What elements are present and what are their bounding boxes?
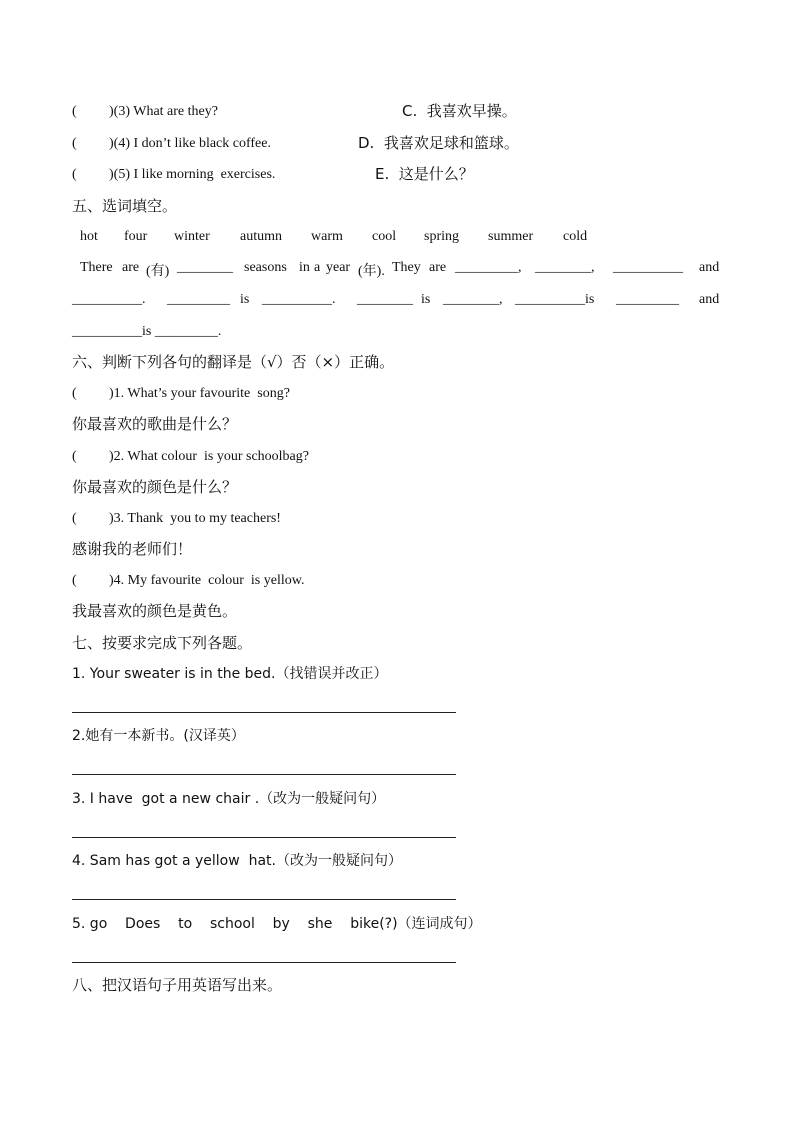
- blank[interactable]: ________: [177, 260, 233, 275]
- word-bank-item: autumn: [240, 229, 282, 244]
- option-text: C. 我喜欢早操。: [402, 102, 517, 120]
- blank[interactable]: ________: [357, 292, 413, 307]
- chinese-translation: 我最喜欢的颜色是黄色。: [72, 602, 238, 620]
- english-sentence: )4. My favourite colour is yellow.: [109, 573, 305, 588]
- blank[interactable]: _________: [616, 292, 679, 307]
- question-text: )(4) I don’t like black coffee.: [109, 136, 271, 151]
- word-bank-item: winter: [174, 229, 210, 244]
- word-bank-item: cool: [372, 229, 397, 244]
- fill-text: They: [392, 260, 421, 275]
- english-sentence: )1. What’s your favourite song?: [109, 386, 290, 401]
- fill-text: are: [122, 260, 140, 275]
- answer-paren-open[interactable]: (: [72, 449, 77, 464]
- blank[interactable]: __________.: [262, 292, 336, 307]
- answer-line[interactable]: [72, 962, 456, 963]
- fill-text: in: [299, 260, 310, 275]
- english-sentence: )3. Thank you to my teachers!: [109, 511, 281, 526]
- word-bank-item: cold: [563, 229, 588, 244]
- answer-paren-open[interactable]: (: [72, 167, 77, 182]
- chinese-translation: 感谢我的老师们！: [72, 540, 193, 558]
- blank[interactable]: __________is: [515, 292, 595, 307]
- fill-line-3[interactable]: __________is _________.: [72, 324, 222, 339]
- answer-line[interactable]: [72, 712, 456, 713]
- fill-text: and: [699, 292, 720, 307]
- fill-text: seasons: [244, 260, 287, 275]
- english-sentence: )2. What colour is your schoolbag?: [109, 449, 309, 464]
- task-1: 1. Your sweater is in the bed.（找错误并改正）: [72, 666, 388, 682]
- question-text: )(3) What are they?: [109, 104, 218, 119]
- fill-line-1: [0, 260, 794, 278]
- answer-line[interactable]: [72, 774, 456, 775]
- answer-paren-open[interactable]: (: [72, 573, 77, 588]
- word-bank-item: hot: [80, 229, 98, 244]
- blank[interactable]: __________.: [72, 292, 146, 307]
- blank[interactable]: _________: [167, 292, 230, 307]
- word-bank-item: summer: [488, 229, 534, 244]
- section-7-heading: 七、按要求完成下列各题。: [72, 634, 253, 652]
- fill-text: and: [699, 260, 720, 275]
- task-4: 4. Sam has got a yellow hat.（改为一般疑问句）: [72, 853, 402, 869]
- fill-text: is: [240, 292, 250, 307]
- chinese-translation: 你最喜欢的颜色是什么？: [72, 478, 238, 496]
- fill-text: is: [421, 292, 431, 307]
- option-text: E. 这是什么？: [375, 165, 474, 183]
- fill-text: a: [314, 260, 321, 275]
- fill-text: (年).: [358, 264, 385, 279]
- task-3: 3. I have got a new chair .（改为一般疑问句）: [72, 791, 386, 807]
- chinese-translation: 你最喜欢的歌曲是什么？: [72, 415, 238, 433]
- answer-paren-open[interactable]: (: [72, 386, 77, 401]
- option-text: D. 我喜欢足球和篮球。: [358, 134, 519, 152]
- blank[interactable]: ________,: [443, 292, 503, 307]
- answer-paren-open[interactable]: (: [72, 136, 77, 151]
- answer-paren-open[interactable]: (: [72, 104, 77, 119]
- section-8-heading: 八、把汉语句子用英语写出来。: [72, 976, 283, 994]
- fill-text: (有): [146, 264, 170, 279]
- answer-line[interactable]: [72, 899, 456, 900]
- blank[interactable]: __________: [613, 260, 683, 275]
- answer-paren-open[interactable]: (: [72, 511, 77, 526]
- section-6-heading: 六、判断下列各句的翻译是（√）否（×）正确。: [72, 353, 395, 371]
- fill-line-2: [0, 292, 794, 310]
- fill-text: There: [80, 260, 113, 275]
- task-5: 5. go Does to school by she bike(?)（连词成句）: [72, 916, 482, 932]
- word-bank: [80, 229, 600, 247]
- question-text: )(5) I like morning exercises.: [109, 167, 276, 182]
- task-2: 2.她有一本新书。(汉译英）: [72, 728, 245, 744]
- word-bank-item: four: [124, 229, 148, 244]
- fill-text: year: [326, 260, 351, 275]
- word-bank-item: spring: [424, 229, 459, 244]
- blank[interactable]: ________,: [535, 260, 595, 275]
- fill-text: are: [429, 260, 447, 275]
- answer-line[interactable]: [72, 837, 456, 838]
- word-bank-item: warm: [311, 229, 343, 244]
- section-5-heading: 五、选词填空。: [72, 197, 178, 215]
- blank[interactable]: _________,: [455, 260, 522, 275]
